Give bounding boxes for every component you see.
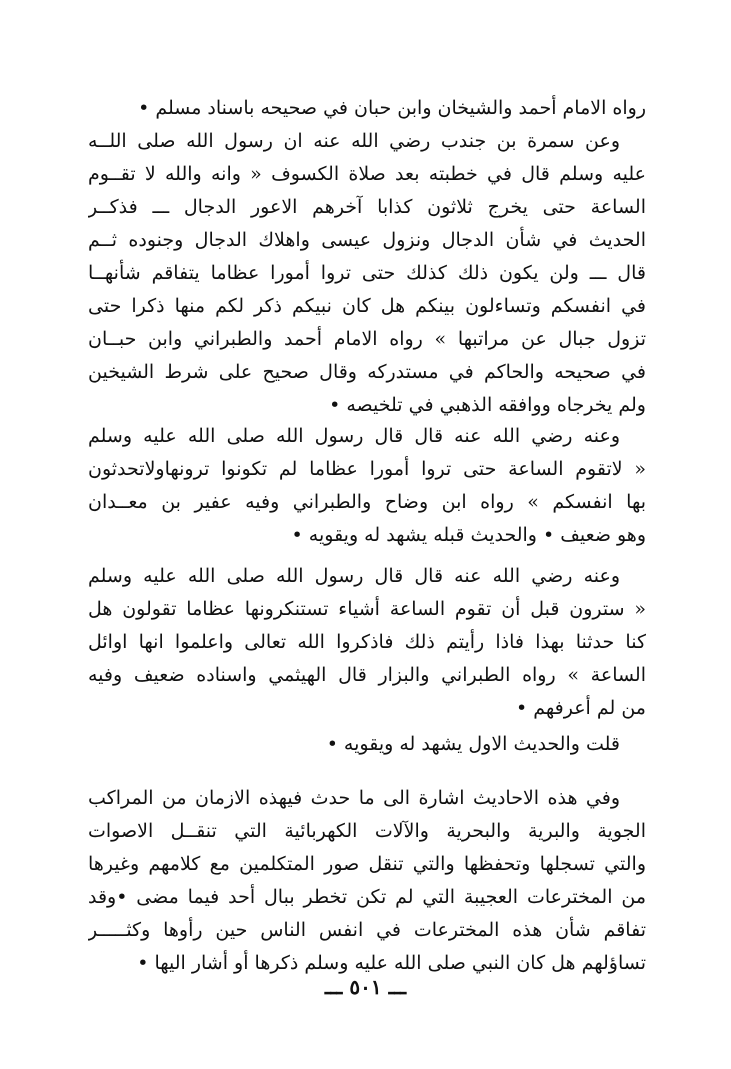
text-line: كنا حدثنا بهذا فاذا رأيتم ذلك فاذكروا الله تعالى واعلموا انها اوائل — [88, 631, 646, 653]
text-line: في انفسكم وتساءلون بينكم هل كان نبيكم ذكر لكم منها ذكرا حتى — [88, 295, 646, 317]
text-line: الجوية والبرية والبحرية والآلات الكهربائية التي تنقــل الاصوات — [88, 820, 646, 842]
text-line: قلت والحديث الاول يشهد له ويقويه • — [326, 733, 620, 755]
text-line: وفي هذه الاحاديث اشارة الى ما حدث فيهذه الازمان من المراكب — [88, 787, 620, 809]
text-line: الساعة » رواه الطبراني والبزار قال الهيثمي واسناده ضعيف وفيه — [88, 664, 646, 686]
page-number: ـــ ٥٠١ ـــ — [324, 975, 407, 999]
text-line: وعن سمرة بن جندب رضي الله عنه ان رسول الله صلى اللــه — [88, 130, 620, 152]
text-line: « لاتقوم الساعة حتى تروا أمورا عظاما لم تكونوا ترونهاولاتحدثون — [88, 458, 646, 480]
paragraph-4 — [88, 728, 646, 761]
text-line: تزول جبال عن مراتبها » رواه الامام أحمد والطبراني وابن حبــان — [88, 328, 646, 350]
text-line: من لم أعرفهم • — [516, 697, 646, 719]
text-line: من المخترعات العجيبة التي لم تكن تخطر ببال أحد فيما مضى •وقد — [88, 886, 646, 908]
text-line: بها انفسكم » رواه ابن وضاح والطبراني وفيه عفير بن معــدان — [88, 491, 646, 513]
text-line: « سترون قبل أن تقوم الساعة أشياء تستنكرونها عظاما تقولون هل — [88, 598, 646, 620]
text-line: قال ـــ ولن يكون ذلك كذلك حتى تروا أمورا عظاما يتفاقم شأنهــا — [88, 262, 646, 284]
text-line: وعنه رضي الله عنه قال قال رسول الله صلى الله عليه وسلم — [88, 565, 620, 587]
paragraph-3 — [88, 560, 646, 725]
text-line: رواه الامام أحمد والشيخان وابن حبان في صحيحه باسناد مسلم • — [138, 97, 646, 119]
paragraph-2 — [88, 420, 646, 552]
text-line: عليه وسلم قال في خطبته بعد صلاة الكسوف « وانه والله لا تقــوم — [88, 163, 646, 185]
text-line: وعنه رضي الله عنه قال قال رسول الله صلى الله عليه وسلم — [88, 425, 620, 447]
text-line: تساؤلهم هل كان النبي صلى الله عليه وسلم ذكرها أو أشار اليها • — [137, 952, 646, 974]
paragraph-5 — [88, 782, 646, 980]
text-line: الحديث في شأن الدجال ونزول عيسى واهلاك الدجال وجنوده ثــم — [88, 229, 646, 251]
text-line: وهو ضعيف • والحديث قبله يشهد له ويقويه • — [291, 524, 646, 546]
text-line: تفاقم شأن هذه المخترعات في انفس الناس حين رأوها وكثـــــر — [88, 919, 646, 941]
text-line: في صحيحه والحاكم في مستدركه وقال صحيح على شرط الشيخين — [88, 361, 646, 383]
text-line: الساعة حتى يخرج ثلاثون كذابا آخرهم الاعور الدجال ـــ فذكــر — [88, 196, 646, 218]
text-line: ولم يخرجاه ووافقه الذهبي في تلخيصه • — [329, 394, 646, 416]
text-line: والتي تسجلها وتحفظها والتي تنقل صور المتكلمين مع كلامهم وغيرها — [88, 853, 646, 875]
paragraph-1 — [88, 92, 646, 422]
